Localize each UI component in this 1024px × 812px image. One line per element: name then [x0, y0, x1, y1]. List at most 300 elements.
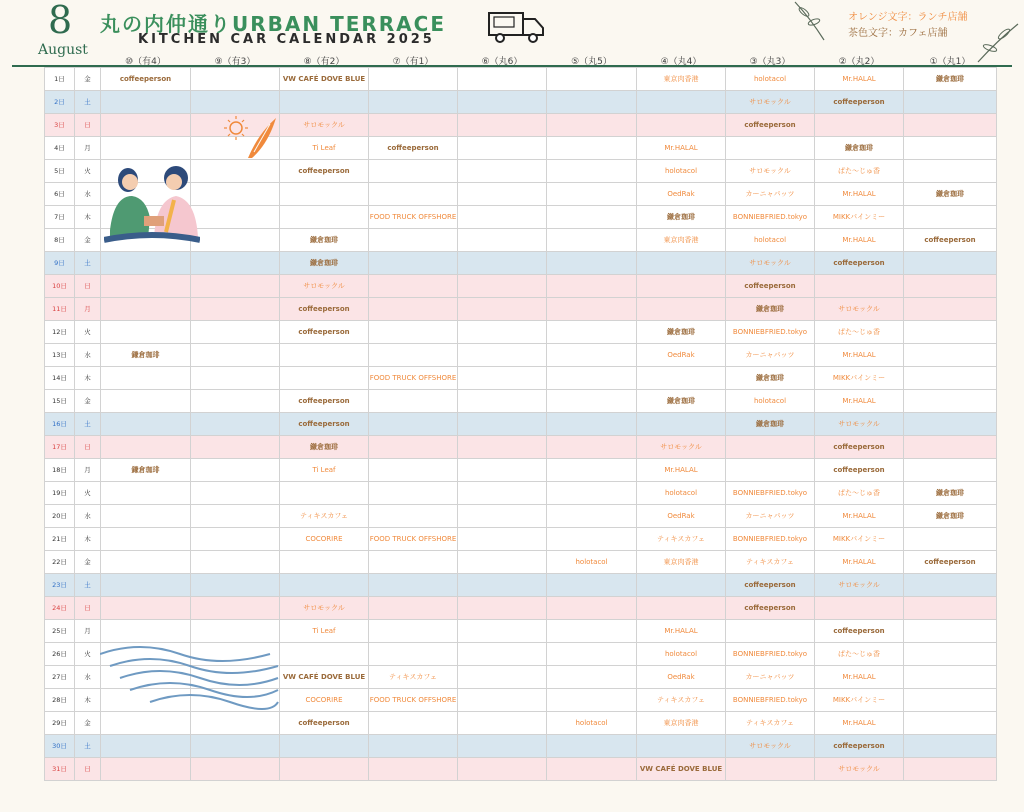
vendor-cell: [815, 413, 904, 436]
cafe-vendor: coffeeperson: [744, 580, 796, 589]
lunch-vendor: holotacol: [753, 74, 787, 83]
vendor-cell: [458, 91, 547, 114]
vendor-cell: [726, 114, 815, 137]
cafe-vendor: coffeeperson: [833, 97, 885, 106]
day-cell: 1日: [45, 68, 75, 91]
vendor-cell: [280, 413, 369, 436]
vendor-cell: [815, 275, 904, 298]
vendor-cell: [191, 735, 280, 758]
legend: [848, 10, 968, 42]
vendor-cell: [280, 68, 369, 91]
day-cell: 19日: [45, 482, 75, 505]
vendor-cell: [101, 344, 191, 367]
vendor-cell: [904, 298, 997, 321]
vendor-cell: [458, 183, 547, 206]
vendor-cell: [547, 344, 637, 367]
weekday-cell: 土: [75, 413, 101, 436]
weekday-cell: 金: [75, 551, 101, 574]
vendor-cell: [904, 68, 997, 91]
cafe-vendor: 鎌倉珈琲: [310, 235, 338, 244]
vendor-cell: [815, 551, 904, 574]
vendor-cell: [280, 367, 369, 390]
lunch-vendor: BONNIEBFRIED.tokyo: [732, 327, 808, 336]
vendor-cell: [101, 137, 191, 160]
vendor-cell: [280, 689, 369, 712]
vendor-cell: [726, 68, 815, 91]
vendor-cell: [280, 229, 369, 252]
vendor-cell: [191, 551, 280, 574]
vendor-cell: [726, 482, 815, 505]
lunch-vendor: サロモックル: [838, 764, 880, 773]
day-cell: 31日: [45, 758, 75, 781]
vendor-cell: [101, 114, 191, 137]
day-cell: 15日: [45, 390, 75, 413]
vendor-cell: [815, 758, 904, 781]
vendor-cell: [191, 528, 280, 551]
vendor-cell: [904, 344, 997, 367]
vendor-cell: [369, 712, 458, 735]
vendor-cell: [637, 206, 726, 229]
day-cell: 23日: [45, 574, 75, 597]
column-header: ⑥（丸6）: [481, 57, 523, 67]
vendor-cell: [458, 344, 547, 367]
calendar-row: [45, 436, 997, 459]
vendor-cell: [904, 183, 997, 206]
vendor-cell: [458, 160, 547, 183]
lunch-vendor: ぱた～じゅ香: [838, 649, 880, 658]
calendar-row: [45, 735, 997, 758]
vendor-cell: [191, 183, 280, 206]
vendor-cell: [904, 505, 997, 528]
vendor-cell: [904, 367, 997, 390]
vendor-cell: [191, 367, 280, 390]
vendor-cell: [458, 505, 547, 528]
vendor-cell: [458, 643, 547, 666]
people-illustration: [104, 160, 200, 244]
vendor-cell: [547, 275, 637, 298]
weekday-cell: 月: [75, 298, 101, 321]
column-header: ⑨（有3）: [214, 57, 256, 67]
vendor-cell: [904, 620, 997, 643]
vendor-cell: [191, 459, 280, 482]
lunch-vendor: COCORIRE: [305, 695, 343, 704]
day-cell: 21日: [45, 528, 75, 551]
lunch-vendor: Mr.HALAL: [842, 718, 876, 727]
lunch-vendor: サロモックル: [303, 120, 345, 129]
vendor-cell: [280, 252, 369, 275]
vendor-cell: [191, 298, 280, 321]
cafe-vendor: VW CAFÉ DOVE BLUE: [282, 672, 366, 681]
weekday-cell: 金: [75, 68, 101, 91]
vendor-cell: [280, 551, 369, 574]
column-header: ①（丸1）: [929, 57, 971, 67]
vendor-cell: [458, 367, 547, 390]
vendor-cell: [726, 574, 815, 597]
weekday-cell: 日: [75, 275, 101, 298]
vendor-cell: [726, 321, 815, 344]
vendor-cell: [815, 620, 904, 643]
day-cell: 11日: [45, 298, 75, 321]
vendor-cell: [458, 689, 547, 712]
vendor-cell: [547, 551, 637, 574]
weekday-cell: 水: [75, 505, 101, 528]
lunch-vendor: ティキスカフェ: [389, 672, 437, 681]
vendor-cell: [815, 390, 904, 413]
lunch-vendor: BONNIEBFRIED.tokyo: [732, 695, 808, 704]
vendor-cell: [815, 91, 904, 114]
day-cell: 16日: [45, 413, 75, 436]
lunch-vendor: サロモックル: [749, 166, 791, 175]
cafe-vendor: coffeeperson: [833, 465, 885, 474]
vendor-cell: [101, 390, 191, 413]
vendor-cell: [904, 735, 997, 758]
vendor-cell: [458, 229, 547, 252]
vendor-cell: [547, 68, 637, 91]
weekday-cell: 月: [75, 137, 101, 160]
lunch-vendor: サロモックル: [749, 741, 791, 750]
vendor-cell: [547, 114, 637, 137]
vendor-cell: [726, 620, 815, 643]
vendor-cell: [815, 735, 904, 758]
weekday-cell: 月: [75, 459, 101, 482]
vendor-cell: [815, 114, 904, 137]
wave-decoration: [100, 640, 280, 720]
vendor-cell: [458, 459, 547, 482]
vendor-cell: [101, 758, 191, 781]
vendor-cell: [815, 643, 904, 666]
vendor-cell: [369, 436, 458, 459]
vendor-cell: [369, 758, 458, 781]
vendor-cell: [547, 160, 637, 183]
vendor-cell: [280, 505, 369, 528]
vendor-cell: [369, 620, 458, 643]
vendor-cell: [904, 252, 997, 275]
day-cell: 8日: [45, 229, 75, 252]
vendor-cell: [280, 712, 369, 735]
vendor-cell: [458, 298, 547, 321]
vendor-cell: [191, 413, 280, 436]
vendor-cell: [904, 689, 997, 712]
vendor-cell: [815, 68, 904, 91]
leaf-branch-icon: [790, 0, 830, 42]
day-cell: 30日: [45, 735, 75, 758]
vendor-cell: [904, 666, 997, 689]
vendor-cell: [369, 183, 458, 206]
vendor-cell: [191, 160, 280, 183]
vendor-cell: [726, 597, 815, 620]
lunch-vendor: ティキスカフェ: [746, 718, 794, 727]
vendor-cell: [458, 758, 547, 781]
cafe-vendor: coffeeperson: [924, 235, 976, 244]
vendor-cell: [637, 666, 726, 689]
lunch-vendor: 東京肉香港: [663, 235, 699, 244]
vendor-cell: [280, 758, 369, 781]
cafe-vendor: coffeeperson: [744, 281, 796, 290]
calendar-row: [45, 68, 997, 91]
vendor-cell: [815, 712, 904, 735]
vendor-cell: [904, 275, 997, 298]
lunch-vendor: MIKKパインミー: [832, 373, 886, 382]
vendor-cell: [726, 436, 815, 459]
vendor-cell: [547, 206, 637, 229]
day-cell: 27日: [45, 666, 75, 689]
vendor-cell: [726, 252, 815, 275]
vendor-cell: [369, 91, 458, 114]
vendor-cell: [815, 206, 904, 229]
vendor-cell: [369, 528, 458, 551]
vendor-cell: [101, 275, 191, 298]
vendor-cell: [547, 528, 637, 551]
vendor-cell: [369, 298, 458, 321]
vendor-cell: [458, 597, 547, 620]
vendor-cell: [637, 574, 726, 597]
calendar-row: [45, 758, 997, 781]
vendor-cell: [904, 482, 997, 505]
vendor-cell: [280, 275, 369, 298]
vendor-cell: [637, 689, 726, 712]
lunch-vendor: Ti Leaf: [312, 143, 336, 152]
calendar-row: [45, 275, 997, 298]
vendor-cell: [547, 137, 637, 160]
calendar-row: [45, 344, 997, 367]
weekday-cell: 金: [75, 229, 101, 252]
vendor-cell: [280, 183, 369, 206]
vendor-cell: [458, 528, 547, 551]
sun-and-corn-icon: [224, 114, 280, 160]
vendor-cell: [280, 597, 369, 620]
vendor-cell: [547, 390, 637, 413]
lunch-vendor: カーニャパッツ: [745, 189, 795, 198]
weekday-cell: 日: [75, 436, 101, 459]
lunch-vendor: MIKKパインミー: [832, 534, 886, 543]
vendor-cell: [101, 505, 191, 528]
calendar-row: [45, 390, 997, 413]
calendar-row: [45, 482, 997, 505]
lunch-vendor: Mr.HALAL: [842, 74, 876, 83]
lunch-vendor: Mr.HALAL: [842, 511, 876, 520]
vendor-cell: [369, 321, 458, 344]
day-cell: 2日: [45, 91, 75, 114]
cafe-vendor: coffeeperson: [833, 258, 885, 267]
column-header: [75, 54, 101, 68]
vendor-cell: [191, 390, 280, 413]
vendor-cell: [280, 620, 369, 643]
calendar-row: [45, 298, 997, 321]
lunch-vendor: MIKKパインミー: [832, 212, 886, 221]
vendor-cell: [547, 413, 637, 436]
vendor-cell: [904, 114, 997, 137]
vendor-cell: [547, 758, 637, 781]
day-cell: 22日: [45, 551, 75, 574]
vendor-cell: [547, 298, 637, 321]
vendor-cell: [904, 643, 997, 666]
vendor-cell: [547, 229, 637, 252]
lunch-vendor: ぱた～じゅ香: [838, 166, 880, 175]
vendor-cell: [726, 643, 815, 666]
weekday-cell: 土: [75, 735, 101, 758]
calendar-row: [45, 252, 997, 275]
vendor-cell: [280, 735, 369, 758]
calendar-row: [45, 528, 997, 551]
lunch-vendor: holotacol: [575, 718, 608, 727]
weekday-cell: 金: [75, 712, 101, 735]
vendor-cell: [637, 91, 726, 114]
vendor-cell: [369, 390, 458, 413]
lunch-vendor: 東京肉香港: [663, 74, 699, 83]
legend-lunch: オレンジ文字：ランチ店舗: [848, 12, 968, 23]
vendor-cell: [191, 275, 280, 298]
cafe-vendor: coffeeperson: [924, 557, 976, 566]
day-cell: 18日: [45, 459, 75, 482]
vendor-cell: [904, 712, 997, 735]
vendor-cell: [369, 367, 458, 390]
vendor-cell: [101, 528, 191, 551]
day-cell: 7日: [45, 206, 75, 229]
vendor-cell: [458, 321, 547, 344]
vendor-cell: [904, 206, 997, 229]
vendor-cell: [637, 298, 726, 321]
weekday-cell: 木: [75, 528, 101, 551]
vendor-cell: [726, 91, 815, 114]
lunch-vendor: 東京肉香港: [663, 718, 699, 727]
cafe-vendor: 鎌倉珈琲: [310, 258, 338, 267]
lunch-vendor: サロモックル: [303, 603, 345, 612]
calendar-row: [45, 114, 997, 137]
lunch-vendor: BONNIEBFRIED.tokyo: [732, 534, 808, 543]
vendor-cell: [815, 574, 904, 597]
day-cell: 13日: [45, 344, 75, 367]
vendor-cell: [547, 321, 637, 344]
vendor-cell: [637, 137, 726, 160]
vendor-cell: [458, 390, 547, 413]
vendor-cell: [815, 459, 904, 482]
lunch-vendor: holotacol: [575, 557, 608, 566]
month-number: 8: [48, 0, 73, 42]
vendor-cell: [280, 344, 369, 367]
cafe-vendor: coffeeperson: [298, 166, 350, 175]
vendor-cell: [637, 482, 726, 505]
vendor-cell: [369, 137, 458, 160]
day-cell: 25日: [45, 620, 75, 643]
vendor-cell: [904, 436, 997, 459]
day-cell: 3日: [45, 114, 75, 137]
column-header: [45, 54, 75, 68]
vendor-cell: [547, 666, 637, 689]
vendor-cell: [369, 482, 458, 505]
lunch-vendor: Mr.HALAL: [842, 235, 876, 244]
vendor-cell: [369, 505, 458, 528]
vendor-cell: [904, 321, 997, 344]
vendor-cell: [815, 160, 904, 183]
vendor-cell: [458, 206, 547, 229]
vendor-cell: [369, 229, 458, 252]
day-cell: 10日: [45, 275, 75, 298]
cafe-vendor: coffeeperson: [119, 74, 172, 83]
vendor-cell: [369, 574, 458, 597]
vendor-cell: [726, 183, 815, 206]
lunch-vendor: FOOD TRUCK OFFSHORE: [369, 373, 457, 382]
vendor-cell: [726, 367, 815, 390]
vendor-cell: [191, 206, 280, 229]
calendar-row: [45, 459, 997, 482]
vendor-cell: [637, 183, 726, 206]
vendor-cell: [101, 91, 191, 114]
lunch-vendor: Mr.HALAL: [842, 396, 876, 405]
vendor-cell: [726, 344, 815, 367]
vendor-cell: [547, 183, 637, 206]
calendar-row: [45, 413, 997, 436]
cafe-vendor: 鎌倉珈琲: [756, 419, 784, 428]
vendor-cell: [458, 252, 547, 275]
column-header: ④（丸4）: [660, 57, 702, 67]
weekday-cell: 日: [75, 114, 101, 137]
calendar-row: [45, 574, 997, 597]
vendor-cell: [547, 91, 637, 114]
vendor-cell: [280, 160, 369, 183]
cafe-vendor: 鎌倉珈琲: [936, 488, 964, 497]
vendor-cell: [458, 620, 547, 643]
vendor-cell: [280, 666, 369, 689]
vendor-cell: [458, 712, 547, 735]
vendor-cell: [101, 597, 191, 620]
vendor-cell: [369, 689, 458, 712]
weekday-cell: 火: [75, 321, 101, 344]
cafe-vendor: 鎌倉珈琲: [131, 465, 160, 474]
vendor-cell: [191, 758, 280, 781]
vendor-cell: [369, 68, 458, 91]
lunch-vendor: カーニャパッツ: [745, 350, 795, 359]
day-cell: 29日: [45, 712, 75, 735]
weekday-cell: 火: [75, 482, 101, 505]
vendor-cell: [191, 321, 280, 344]
vendor-cell: [280, 436, 369, 459]
column-header: ⑩（有4）: [125, 57, 166, 67]
lunch-vendor: FOOD TRUCK OFFSHORE: [369, 534, 457, 543]
lunch-vendor: holotacol: [753, 396, 787, 405]
weekday-cell: 火: [75, 643, 101, 666]
lunch-vendor: holotacol: [664, 649, 698, 658]
vendor-cell: [547, 505, 637, 528]
weekday-cell: 土: [75, 574, 101, 597]
cafe-vendor: VW CAFÉ DOVE BLUE: [282, 74, 366, 83]
day-cell: 12日: [45, 321, 75, 344]
vendor-cell: [101, 551, 191, 574]
column-header: ②（丸2）: [838, 57, 880, 67]
lunch-vendor: MIKKパインミー: [832, 695, 886, 704]
lunch-vendor: サロモックル: [303, 281, 345, 290]
lunch-vendor: FOOD TRUCK OFFSHORE: [369, 695, 457, 704]
vendor-cell: [369, 666, 458, 689]
weekday-cell: 木: [75, 367, 101, 390]
lunch-vendor: ティキスカフェ: [657, 534, 705, 543]
vendor-cell: [191, 505, 280, 528]
vendor-cell: [726, 735, 815, 758]
kitchen-car-icon: [488, 10, 546, 44]
vendor-cell: [191, 252, 280, 275]
cafe-vendor: coffeeperson: [298, 718, 350, 727]
vendor-cell: [637, 252, 726, 275]
calendar-row: [45, 367, 997, 390]
vendor-cell: [191, 91, 280, 114]
cafe-vendor: 鎌倉珈琲: [667, 212, 695, 221]
vendor-cell: [101, 436, 191, 459]
vendor-cell: [726, 275, 815, 298]
column-header: ③（丸3）: [749, 57, 791, 67]
vendor-cell: [369, 459, 458, 482]
vendor-cell: [547, 459, 637, 482]
vendor-cell: [815, 367, 904, 390]
vendor-cell: [191, 482, 280, 505]
